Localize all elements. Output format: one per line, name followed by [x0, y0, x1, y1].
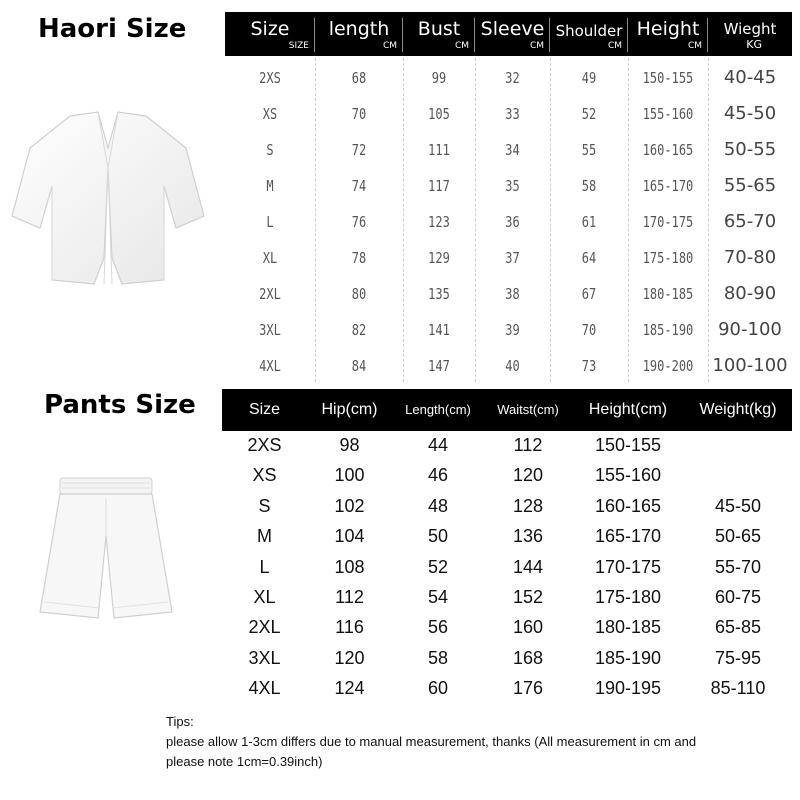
haori-header-size [225, 12, 315, 56]
tips-note [166, 712, 706, 772]
table-cell: 85-110 [710, 678, 766, 699]
table-cell: 141 [428, 321, 450, 339]
table-cell: 68 [351, 69, 367, 87]
table-cell: 144 [512, 556, 544, 577]
table-cell: L [266, 213, 274, 231]
header-unit: CM [454, 41, 469, 51]
table-row [225, 60, 792, 96]
table-cell: 46 [427, 465, 449, 486]
header-unit: KG [746, 38, 762, 51]
table-cell: 55 [581, 141, 597, 159]
table-cell: 2XS [259, 69, 281, 87]
table-cell: 180-185 [594, 617, 662, 638]
table-row [222, 582, 792, 612]
table-cell: 50 [427, 526, 449, 547]
table-cell: 82 [351, 321, 367, 339]
table-cell: 34 [505, 141, 520, 159]
table-cell: XL [253, 587, 276, 607]
header-unit: SIZE [288, 41, 309, 51]
haori-jacket-image [8, 108, 208, 288]
table-cell: 185-190 [594, 647, 662, 668]
table-cell: 84 [351, 357, 367, 375]
table-cell: 45-50 [723, 103, 777, 124]
table-cell: 33 [505, 105, 520, 123]
table-cell: 120 [512, 465, 544, 486]
table-cell: 112 [513, 435, 543, 455]
table-cell [684, 460, 792, 490]
table-cell: 160-165 [642, 141, 694, 159]
header-unit: CM [382, 41, 397, 51]
table-cell: 80-90 [723, 283, 777, 304]
table-cell: 80 [351, 285, 367, 303]
header-label: Shoulder [555, 22, 623, 40]
pants-header-4: Height(cm) [588, 401, 668, 418]
table-cell: 116 [335, 617, 364, 638]
table-cell: 176 [512, 678, 544, 699]
table-cell: 2XL [248, 617, 281, 638]
table-cell: 170-175 [642, 213, 694, 231]
table-cell: 104 [334, 526, 365, 547]
pants-size-title: Pants Size [44, 390, 196, 420]
table-cell: 102 [334, 495, 365, 516]
header-unit: CM [529, 41, 544, 51]
header-label: Wieght [723, 20, 777, 38]
table-cell: 160 [512, 617, 544, 638]
table-cell: 76 [351, 213, 367, 231]
table-cell: 4XL [259, 357, 281, 375]
table-cell: 70 [351, 105, 367, 123]
haori-header-wieght [708, 12, 792, 56]
table-row [222, 430, 792, 460]
pants-shorts-image [36, 472, 176, 622]
table-cell: 160-165 [594, 495, 662, 516]
table-cell: 150-155 [594, 435, 662, 455]
pants-header-5: Weight(kg) [699, 401, 777, 418]
table-cell: 67 [581, 285, 597, 303]
header-unit: CM [607, 41, 622, 51]
table-row [222, 643, 792, 673]
table-row [222, 460, 792, 490]
table-cell: S [266, 141, 274, 159]
table-cell: 128 [512, 495, 544, 516]
table-row [222, 521, 792, 551]
table-row [222, 673, 792, 703]
table-row [225, 276, 792, 312]
table-cell: L [259, 556, 270, 577]
table-cell: 170-175 [594, 556, 662, 577]
table-cell: 165-170 [642, 177, 694, 195]
tips-text: please allow 1-3cm differs due to manual measurement, thanks (All measurement in cm and please note 1cm=0.39inch) [166, 734, 697, 769]
table-row [222, 612, 792, 642]
table-cell: 175-180 [642, 249, 694, 267]
table-cell: M [257, 526, 272, 547]
table-cell: 75-95 [714, 647, 762, 668]
table-cell: XL [262, 249, 278, 267]
table-cell: 165-170 [594, 526, 662, 547]
table-cell: 37 [505, 249, 520, 267]
table-cell: 152 [512, 587, 544, 607]
table-cell: 74 [351, 177, 367, 195]
table-cell: 129 [428, 249, 450, 267]
table-cell: 64 [581, 249, 597, 267]
table-cell: 3XL [259, 321, 281, 339]
table-cell: 100-100 [712, 355, 788, 376]
table-cell: 36 [505, 213, 520, 231]
table-cell: S [258, 495, 271, 516]
table-cell: 108 [334, 556, 365, 577]
haori-header-bust [403, 12, 475, 56]
header-label: length [328, 18, 390, 40]
haori-header-length [315, 12, 403, 56]
table-cell: 61 [581, 213, 597, 231]
table-cell: 70-80 [723, 247, 777, 268]
table-row [225, 168, 792, 204]
table-cell: 180-185 [642, 285, 694, 303]
table-cell: 35 [505, 177, 520, 195]
table-cell: 60 [427, 678, 449, 699]
table-cell: 55-65 [723, 175, 777, 196]
haori-header-sleeve [475, 12, 550, 56]
table-cell: 105 [428, 105, 450, 123]
table-cell: 155-160 [594, 465, 662, 486]
table-row [225, 204, 792, 240]
table-cell: M [266, 177, 274, 195]
table-cell: 54 [427, 587, 449, 607]
table-cell: 65-70 [723, 211, 777, 232]
pants-header-1: Hip(cm) [321, 401, 378, 418]
table-cell: 111 [428, 141, 450, 159]
table-cell: 38 [505, 285, 520, 303]
table-cell: 155-160 [642, 105, 694, 123]
table-row [225, 240, 792, 276]
table-cell: 190-195 [594, 678, 662, 699]
table-cell: 52 [581, 105, 597, 123]
table-cell: 40 [505, 357, 520, 375]
table-row [222, 552, 792, 582]
table-cell: 185-190 [642, 321, 694, 339]
table-cell: 58 [427, 647, 449, 668]
tips-heading: Tips: [166, 714, 194, 729]
table-cell: 99 [431, 69, 447, 87]
header-label: Bust [417, 18, 461, 40]
pants-header-2: Length(cm) [405, 402, 471, 417]
table-cell: 123 [428, 213, 450, 231]
table-cell: 175-180 [594, 587, 662, 607]
table-cell: 60-75 [714, 587, 762, 607]
table-cell: 40-45 [723, 67, 777, 88]
table-cell: 55-70 [714, 556, 762, 577]
table-cell: 32 [505, 69, 520, 87]
table-cell: XS [262, 105, 278, 123]
table-cell: 72 [351, 141, 367, 159]
table-cell: 50-65 [714, 526, 762, 547]
table-cell: 136 [512, 526, 544, 547]
table-cell: 2XL [259, 285, 281, 303]
table-cell: 65-85 [714, 617, 762, 638]
table-cell: 73 [581, 357, 597, 375]
table-cell: 45-50 [714, 495, 762, 516]
table-cell: 39 [505, 321, 520, 339]
table-cell: 4XL [248, 678, 281, 699]
table-cell: 52 [427, 556, 449, 577]
table-cell: 90-100 [718, 319, 782, 340]
haori-header-shoulder [550, 12, 628, 56]
table-row [225, 348, 792, 384]
haori-size-title: Haori Size [38, 14, 187, 44]
header-label: Sleeve [480, 18, 545, 40]
table-cell: 190-200 [642, 357, 694, 375]
pants-table-header [222, 389, 792, 431]
table-cell: 2XS [247, 435, 282, 455]
table-cell: 150-155 [642, 69, 694, 87]
haori-table-header [225, 12, 792, 56]
table-cell: 50-55 [723, 139, 777, 160]
table-cell: 58 [581, 177, 597, 195]
table-cell: 112 [335, 587, 364, 607]
table-cell: 120 [334, 647, 365, 668]
table-cell: 100 [334, 465, 365, 486]
table-cell: XS [252, 465, 277, 486]
pants-header-0: Size [248, 401, 281, 418]
table-cell: 48 [427, 495, 449, 516]
pants-header-3: Waitst(cm) [497, 402, 559, 417]
table-row [225, 96, 792, 132]
table-cell: 168 [512, 647, 544, 668]
table-cell: 98 [339, 435, 360, 455]
table-cell: 124 [334, 678, 365, 699]
header-label: Size [250, 18, 290, 40]
table-cell: 49 [581, 69, 597, 87]
table-cell: 56 [427, 617, 449, 638]
table-cell: 3XL [248, 647, 281, 668]
haori-header-height [628, 12, 708, 56]
table-cell: 44 [427, 435, 449, 455]
header-label: Height [636, 18, 700, 40]
table-row [225, 132, 792, 168]
table-row [225, 312, 792, 348]
table-cell: 117 [428, 177, 450, 195]
table-row [222, 491, 792, 521]
table-cell [684, 430, 792, 460]
table-cell: 70 [581, 321, 597, 339]
table-cell: 135 [428, 285, 450, 303]
header-unit: CM [687, 41, 702, 51]
table-cell: 147 [428, 357, 450, 375]
table-cell: 78 [351, 249, 367, 267]
